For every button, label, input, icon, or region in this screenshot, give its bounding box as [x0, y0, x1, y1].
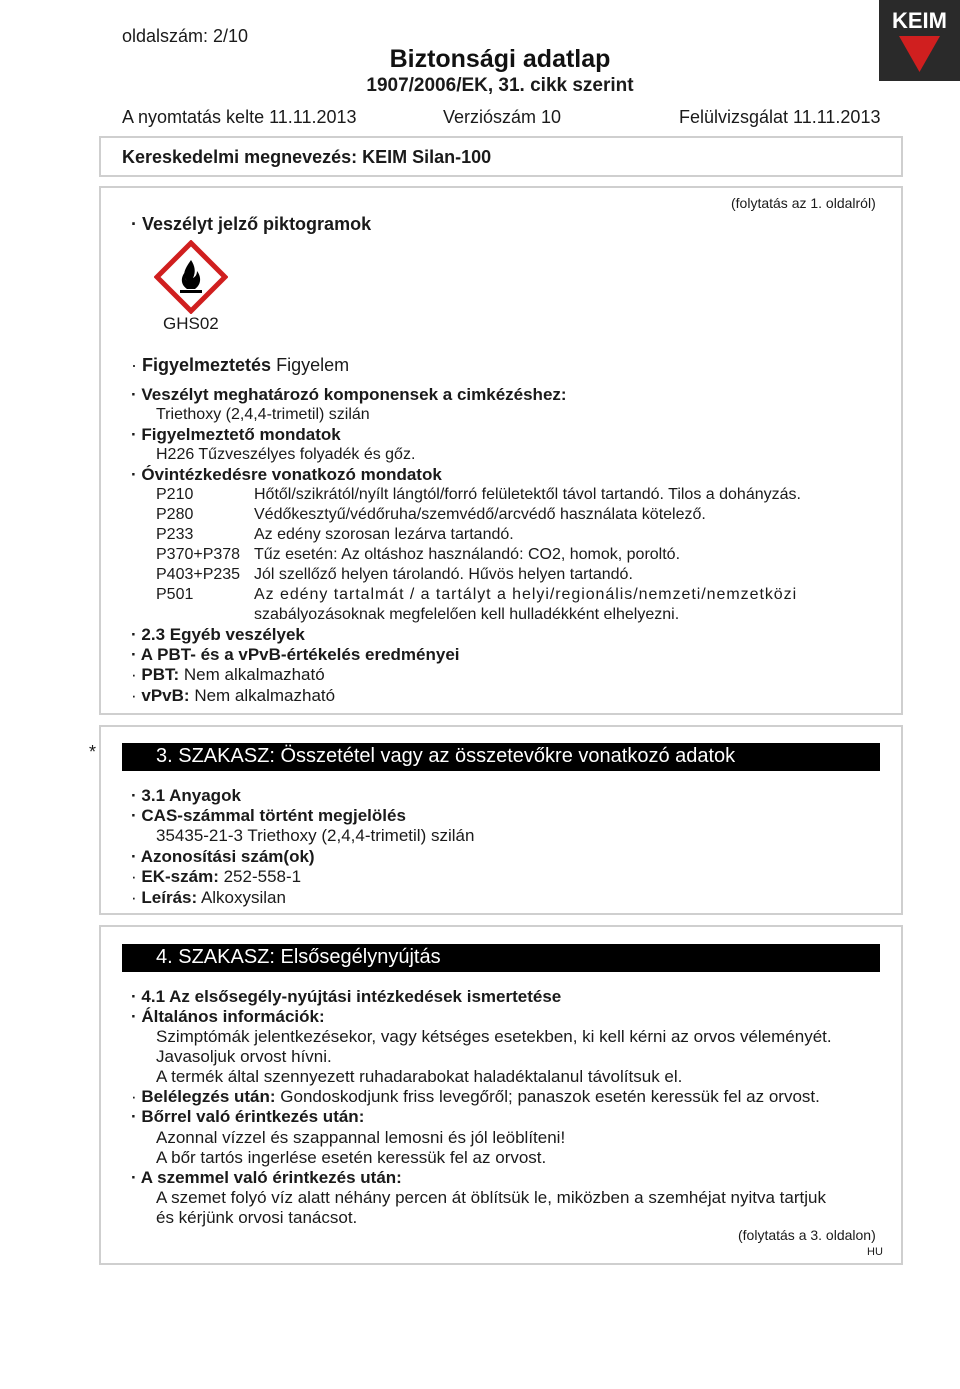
- ek-number: · EK-szám: 252-558-1: [131, 867, 302, 886]
- ids-label: · Azonosítási szám(ok): [131, 847, 315, 866]
- skin-contact-text: A bőr tartós ingerlése esetén keressük fel az orvost.: [156, 1148, 547, 1167]
- page-number: oldalszám: 2/10: [122, 26, 249, 46]
- eye-contact-text: és kérjünk orvosi tanácsot.: [156, 1208, 358, 1227]
- inhalation: · Belélegzés után: Gondoskodjunk friss levegőről; panaszok esetén keressük fel az orvost.: [131, 1087, 820, 1106]
- precautionary-statement: P403+P235 Jól szellőző helyen tárolandó. Hűvös helyen tartandó.: [156, 566, 633, 583]
- first-aid-measures: · 4.1 Az elsősegély-nyújtási intézkedések ismertetése: [131, 987, 562, 1006]
- skin-contact-text: Azonnal vízzel és szappannal lemosni és jól leöblíteni!: [156, 1128, 566, 1147]
- flame-pictogram-icon: [154, 240, 228, 314]
- substances-heading: · 3.1 Anyagok: [131, 786, 241, 805]
- hazard-statement: H226 Tűzveszélyes folyadék és gőz.: [156, 446, 416, 463]
- print-date: A nyomtatás kelte 11.11.2013: [122, 107, 357, 127]
- change-marker: *: [89, 742, 97, 762]
- version-number: Verziószám 10: [443, 107, 562, 127]
- section3-title: 3. SZAKASZ: Összetétel vagy az összetevőkre vonatkozó adatok: [122, 743, 880, 771]
- eye-contact-label: · A szemmel való érintkezés után:: [131, 1168, 402, 1187]
- section4-title: 4. SZAKASZ: Elsősegélynyújtás: [122, 944, 880, 972]
- regulation-subtitle: 1907/2006/EK, 31. cikk szerint: [366, 75, 634, 96]
- general-info-text: Szimptómák jelentkezésekor, vagy kétséges esetekben, ki kell kérni az orvos véleményét.: [156, 1027, 832, 1046]
- precautionary-label: · Óvintézkedésre vonatkozó mondatok: [131, 465, 442, 484]
- pictograms-label: · Veszélyt jelző piktogramok: [131, 214, 372, 234]
- document-title: Biztonsági adatlap: [389, 45, 611, 73]
- pictogram-code: GHS02: [163, 314, 219, 333]
- signal-word: · Figyelmeztetés Figyelem: [131, 355, 350, 375]
- precautionary-statement-cont: szabályozásoknak megfelelően kell hulladékként elhelyezni.: [254, 606, 680, 623]
- cas-value: 35435-21-3 Triethoxy (2,4,4-trimetil) szilán: [156, 826, 475, 845]
- hazard-components-value: Triethoxy (2,4,4-trimetil) szilán: [156, 406, 370, 423]
- precautionary-statement: P280 Védőkesztyű/védőruha/szemvédő/arcvédő használata kötelező.: [156, 506, 706, 523]
- vpvb-result: · vPvB: Nem alkalmazható: [131, 686, 336, 705]
- trade-name: Kereskedelmi megnevezés: KEIM Silan-100: [122, 147, 492, 167]
- precautionary-statement: P370+P378 Tűz esetén: Az oltáshoz használandó: CO2, homok, poroltó.: [156, 546, 681, 563]
- continued-on: (folytatás a 3. oldalon): [738, 1227, 876, 1243]
- general-info-text: A termék által szennyezett ruhadarabokat haladéktalanul távolítsuk el.: [156, 1067, 683, 1086]
- skin-contact-label: · Bőrrel való érintkezés után:: [131, 1107, 365, 1126]
- general-info-label: · Általános információk:: [131, 1007, 325, 1026]
- description: · Leírás: Alkoxysilan: [131, 888, 286, 907]
- hazard-statements-label: · Figyelmeztető mondatok: [131, 425, 341, 444]
- precautionary-statement: P501 Az edény tartalmát / a tartályt a helyi/regionális/nemzeti/nemzetközi: [156, 586, 798, 603]
- precautionary-statement: P210 Hőtől/szikrától/nyílt lángtól/forró felületektől távol tartandó. Tilos a dohányzás.: [156, 486, 801, 503]
- pbt-heading: · A PBT- és a vPvB-értékelés eredményei: [131, 645, 460, 664]
- language-code: HU: [867, 1246, 883, 1258]
- cas-label: · CAS-számmal történt megjelölés: [131, 806, 406, 825]
- eye-contact-text: A szemet folyó víz alatt néhány percen át öblítsük le, miközben a szemhéjat nyitva tartjuk: [156, 1188, 826, 1207]
- logo-text: KEIM: [892, 8, 947, 33]
- continued-from: (folytatás az 1. oldalról): [731, 195, 876, 211]
- revision-date: Felülvizsgálat 11.11.2013: [679, 107, 881, 127]
- precautionary-statement: P233 Az edény szorosan lezárva tartandó.: [156, 526, 514, 543]
- other-hazards: · 2.3 Egyéb veszélyek: [131, 625, 305, 644]
- keim-logo: [879, 0, 960, 81]
- pbt-result: · PBT: Nem alkalmazható: [131, 665, 325, 684]
- hazard-components-label: · Veszélyt meghatározó komponensek a cimkézéshez:: [131, 385, 567, 404]
- general-info-text: Javasoljuk orvost hívni.: [156, 1047, 332, 1066]
